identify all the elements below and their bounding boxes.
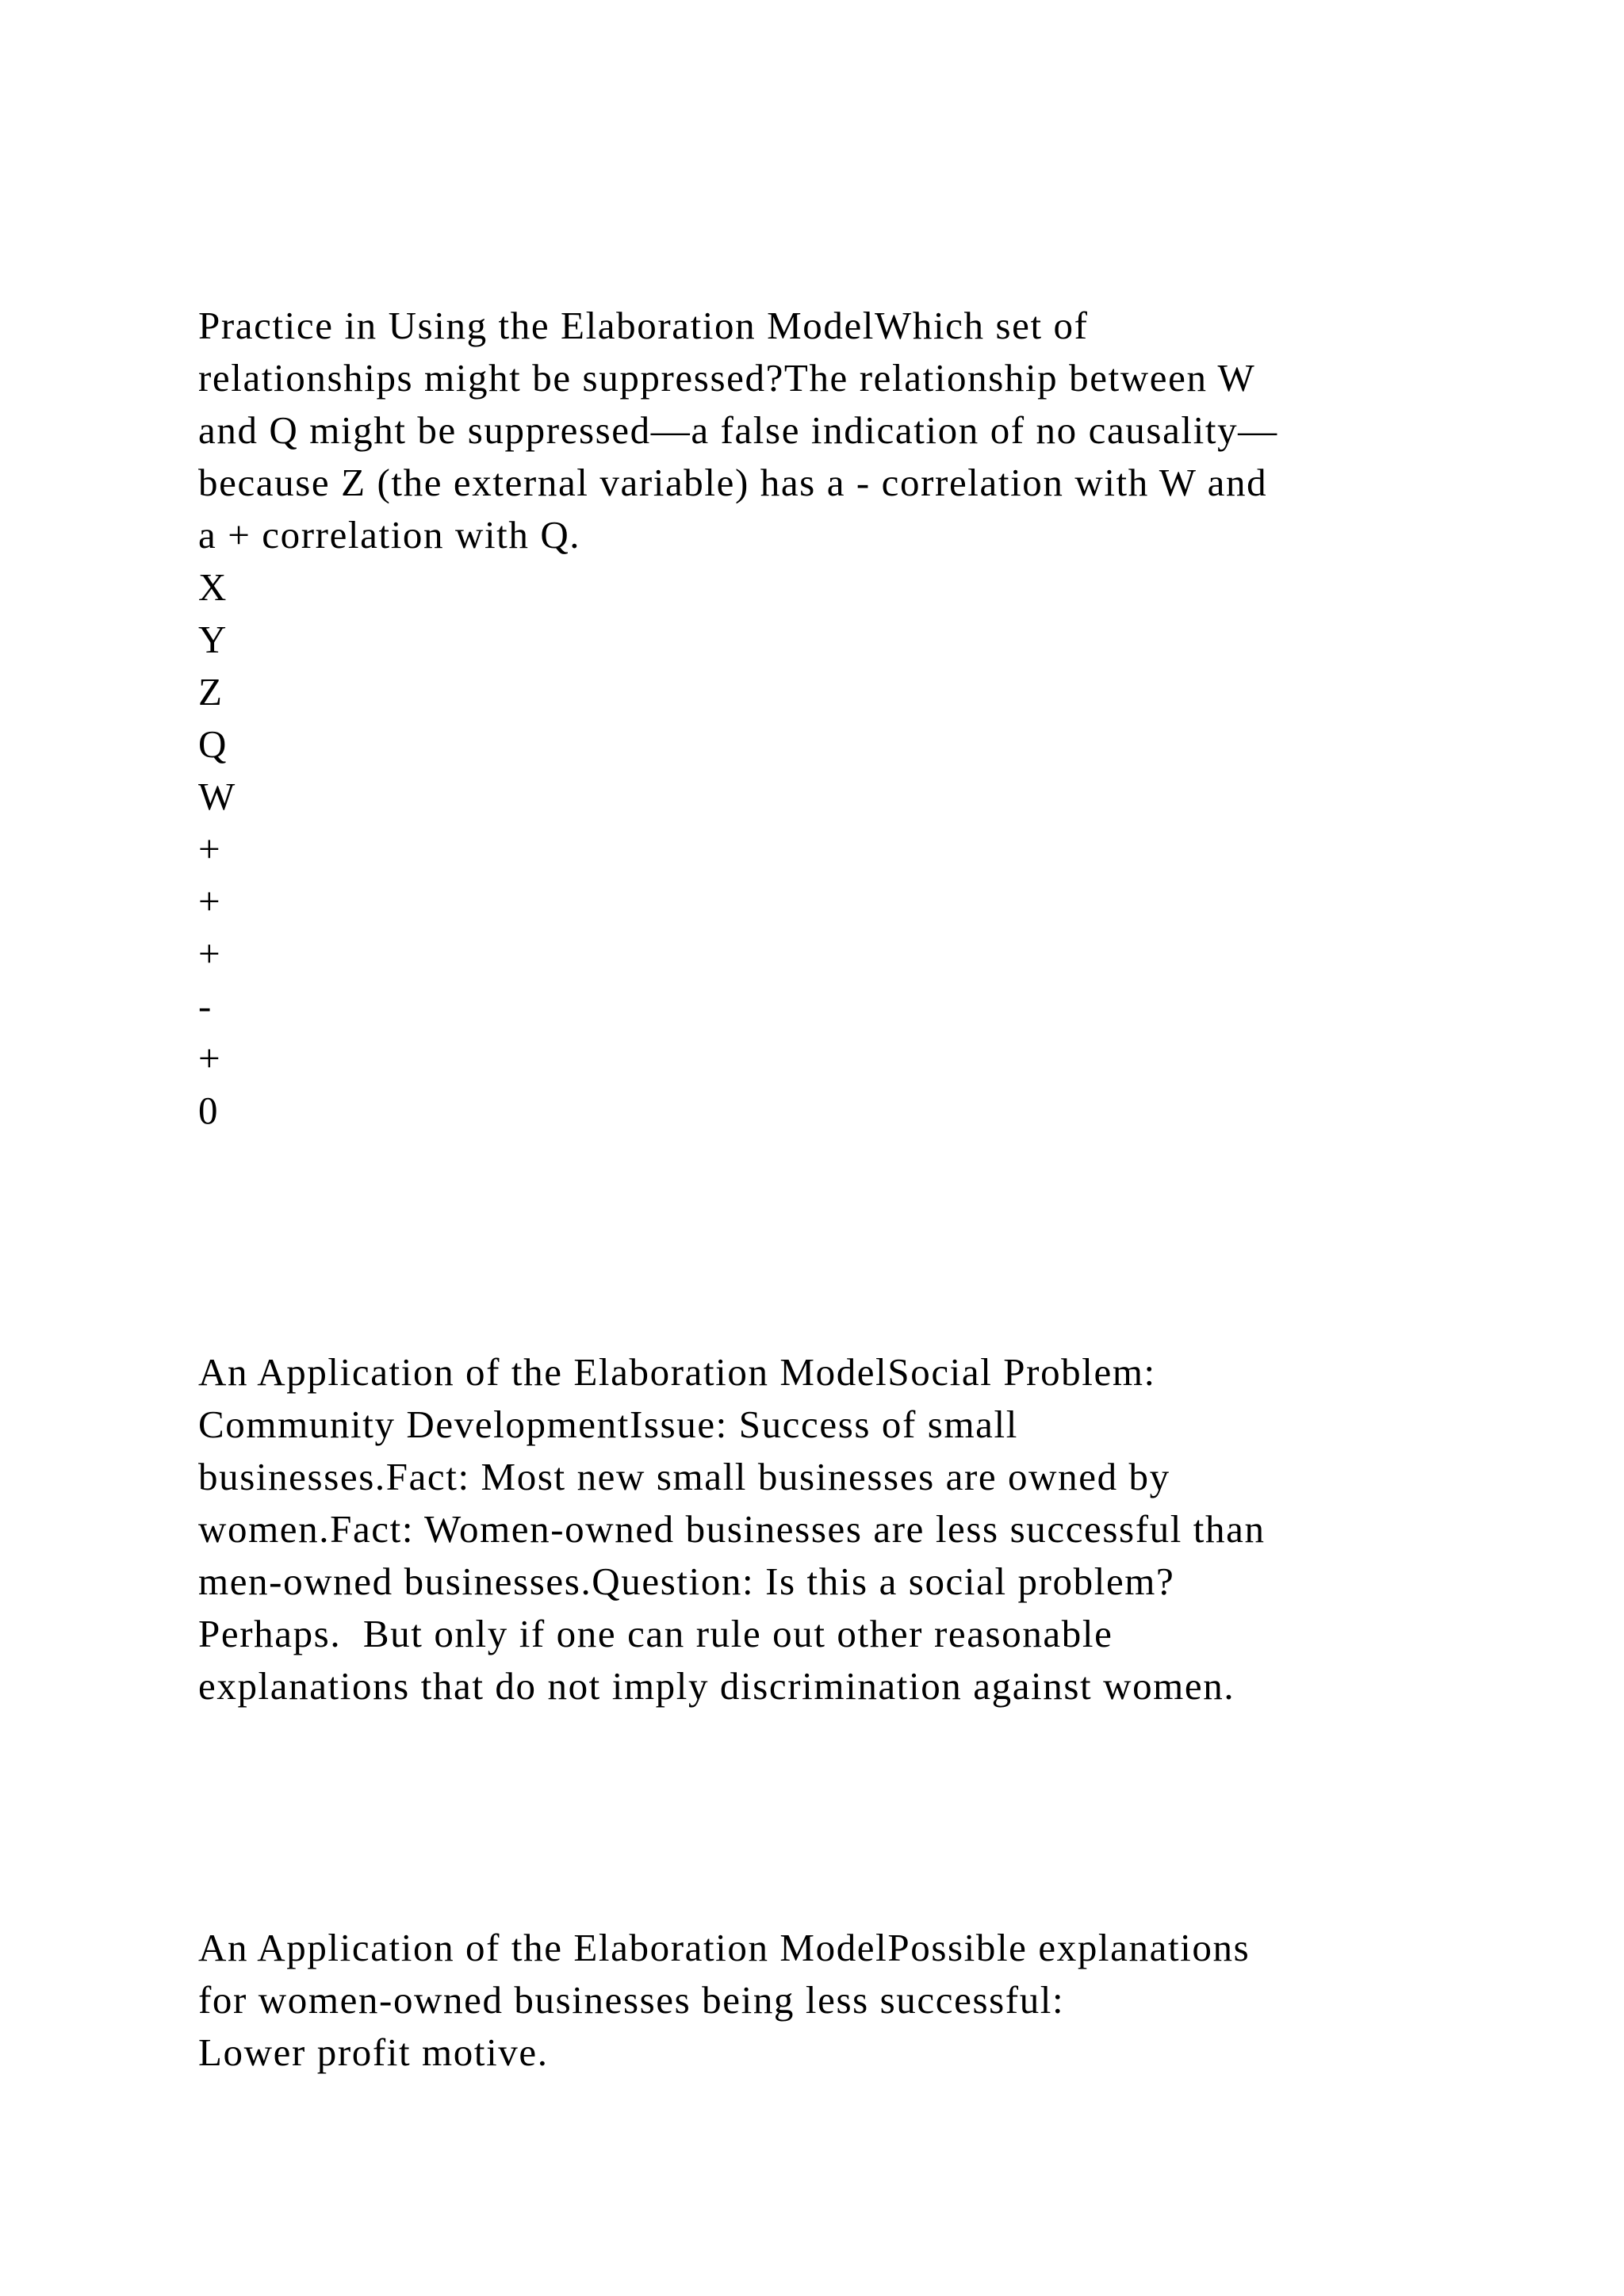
relationship-sign: + — [198, 879, 222, 923]
text-line: because Z (the external variable) has a - correlation with W and — [198, 461, 1268, 504]
text-line: An Application of the Elaboration ModelPossible explanations — [198, 1926, 1251, 1969]
text-line: businesses.Fact: Most new small businesses are owned by — [198, 1455, 1170, 1498]
diagram-label-list — [198, 561, 1435, 1137]
text-line: relationships might be suppressed?The relationship between W — [198, 356, 1256, 400]
text-line: a + correlation with Q. — [198, 513, 581, 557]
variable-label-z: Z — [198, 670, 224, 714]
application-paragraph-1 — [198, 1346, 1435, 1712]
text-line: and Q might be suppressed—a false indication of no causality— — [198, 408, 1278, 452]
relationship-sign: - — [198, 984, 213, 1027]
relationship-sign: + — [198, 1036, 222, 1080]
text-line: Community DevelopmentIssue: Success of small — [198, 1402, 1018, 1446]
text-line: Perhaps. But only if one can rule out other reasonable — [198, 1612, 1113, 1655]
text-line: explanations that do not imply discrimination against women. — [198, 1664, 1235, 1708]
relationship-sign: 0 — [198, 1089, 220, 1132]
variable-label-q: Q — [198, 722, 228, 766]
text-line: women.Fact: Women-owned businesses are less successful than — [198, 1507, 1266, 1551]
text-line: Lower profit motive. — [198, 2030, 549, 2074]
relationship-sign: + — [198, 827, 222, 871]
variable-label-x: X — [198, 565, 228, 609]
variable-label-w: W — [198, 775, 236, 818]
relationship-sign: + — [198, 932, 222, 975]
practice-paragraph — [198, 300, 1435, 561]
text-line: for women-owned businesses being less successful: — [198, 1978, 1065, 2022]
application-paragraph-2 — [198, 1922, 1435, 2079]
text-line: Practice in Using the Elaboration ModelWhich set of — [198, 304, 1089, 347]
text-line: An Application of the Elaboration ModelSocial Problem: — [198, 1350, 1156, 1394]
text-line: men-owned businesses.Question: Is this a social problem? — [198, 1559, 1175, 1603]
variable-label-y: Y — [198, 618, 228, 661]
